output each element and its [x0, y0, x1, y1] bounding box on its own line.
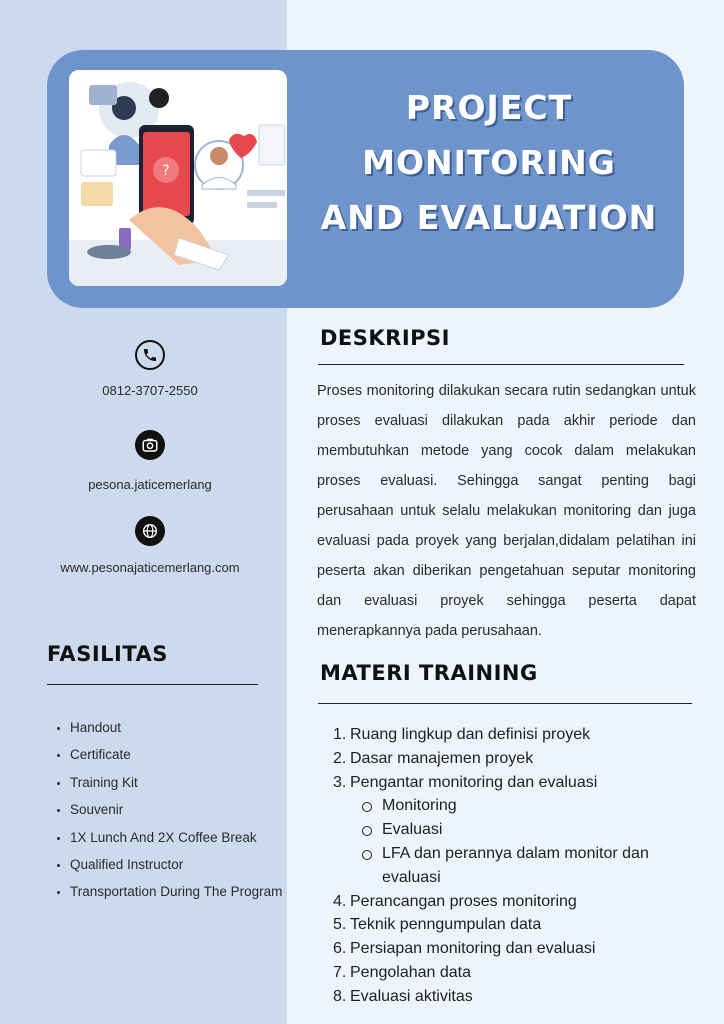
- item-text: Perancangan proses monitoring: [350, 892, 577, 910]
- sub-item: [362, 842, 698, 890]
- materi-divider: [318, 703, 692, 704]
- phone-number: 0812-3707-2550: [102, 383, 198, 398]
- list-item: [333, 890, 698, 914]
- sub-item-text: Evaluasi: [382, 821, 443, 839]
- item-number: 1.: [333, 726, 347, 743]
- item-number: 2.: [333, 749, 347, 767]
- item-number: 8.: [333, 987, 347, 1005]
- sub-list: [350, 794, 698, 889]
- globe-icon: [135, 516, 165, 546]
- hero-title-line-3: AND EVALUATION: [320, 198, 658, 237]
- circle-bullet-icon: [362, 850, 372, 860]
- sub-item-text: LFA dan perannya dalam monitor dan evaluasi: [382, 844, 649, 886]
- list-item: [333, 747, 698, 771]
- materi-title: MATERI TRAINING: [320, 661, 538, 685]
- list-item: • Qualified Instructor: [70, 851, 295, 878]
- item-number: 5.: [333, 916, 347, 934]
- phone-icon: [135, 340, 165, 370]
- item-text: Pengantar monitoring dan evaluasi: [350, 773, 598, 791]
- item-text: Pengolahan data: [350, 963, 471, 981]
- contact-instagram: [0, 430, 300, 492]
- contact-phone: [0, 340, 300, 398]
- list-item: [333, 961, 698, 985]
- fasilitas-divider: [47, 684, 258, 685]
- item-number: 3.: [333, 773, 347, 791]
- contact-website: [0, 516, 300, 575]
- list-item: [333, 723, 698, 747]
- item-body: [350, 771, 698, 890]
- item-text: Dasar manajemen proyek: [350, 749, 534, 767]
- item-number: 6.: [333, 940, 347, 958]
- instagram-handle: pesona.jaticemerlang: [88, 477, 212, 492]
- list-item: • Certificate: [70, 741, 295, 768]
- svg-text:?: ?: [162, 163, 170, 179]
- circle-bullet-icon: [362, 826, 372, 836]
- fasilitas-list: [52, 714, 295, 906]
- list-item: • 1X Lunch And 2X Coffee Break: [70, 824, 295, 851]
- sub-item: [362, 794, 698, 818]
- deskripsi-title: DESKRIPSI: [320, 326, 450, 350]
- list-item: [333, 771, 698, 890]
- telemedicine-illustration: [69, 70, 287, 286]
- list-item: [333, 985, 698, 1009]
- hero-illustration: [69, 70, 287, 286]
- item-number: 7.: [333, 963, 347, 981]
- list-item: • Handout: [70, 714, 295, 741]
- circle-bullet-icon: [362, 802, 372, 812]
- item-number: 4.: [333, 892, 347, 910]
- hero-title-line-1: PROJECT: [405, 88, 573, 127]
- hero-title: [305, 80, 673, 245]
- list-item: [333, 937, 698, 961]
- list-item: • Transportation During The Program: [70, 878, 295, 905]
- sub-item: [362, 818, 698, 842]
- item-text: Ruang lingkup dan definisi proyek: [350, 726, 591, 743]
- item-text: Teknik penngumpulan data: [350, 916, 542, 934]
- hero-banner: [47, 50, 684, 308]
- list-item: [333, 913, 698, 937]
- website-url[interactable]: www.pesonajaticemerlang.com: [60, 560, 240, 575]
- camera-icon: [135, 430, 165, 460]
- materi-list: [333, 723, 698, 1009]
- sub-item-text: Monitoring: [382, 797, 457, 815]
- deskripsi-text: Proses monitoring dilakukan secara rutin sedangkan untuk proses evaluasi dilakukan pada akhir periode dan membutuhkan metode yang cocok dalam melakukan proses evaluasi. Sehingga sangat penting bagi perusahaan untuk selalu melakukan monitoring dan juga evaluasi pada proyek yang berjalan,didalam pelatihan ini peserta akan diberikan pengetahuan seputar monitoring dan evaluasi proyek sehingga peserta dapat menerapkannya pada perusahaan.: [317, 383, 696, 639]
- item-text: Evaluasi aktivitas: [350, 987, 473, 1005]
- item-text: Persiapan monitoring dan evaluasi: [350, 940, 596, 958]
- hero-title-line-2: MONITORING: [362, 143, 616, 182]
- list-item: • Souvenir: [70, 796, 295, 823]
- list-item: • Training Kit: [70, 769, 295, 796]
- fasilitas-title: FASILITAS: [47, 642, 168, 666]
- deskripsi-divider: [318, 364, 684, 365]
